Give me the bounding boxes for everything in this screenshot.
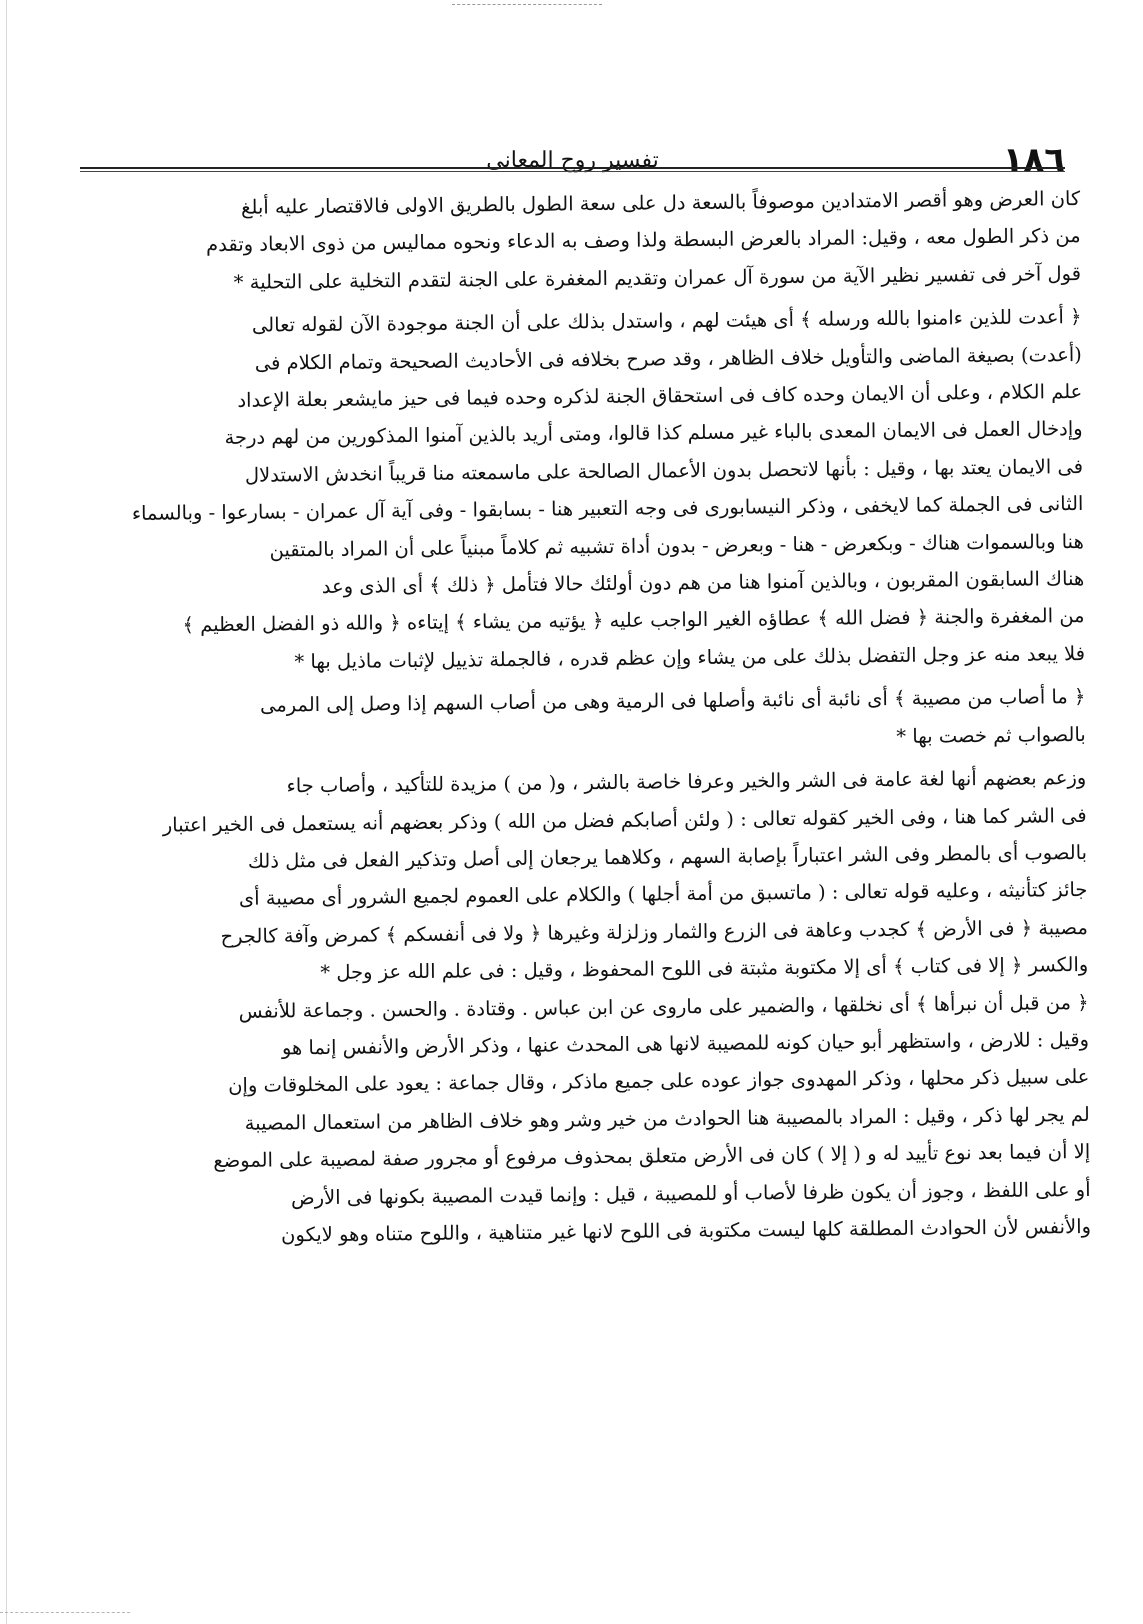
text-line: والكسر ﴿ إلا فى كتاب ﴾ أى إلا مكتوبة مثبتة فى اللوح المحفوظ ، وقيل : فى علم الله عز وجل * bbox=[320, 953, 1089, 985]
text-line: وزعم بعضهم أنها لغة عامة فى الشر والخير وعرفا خاصة بالشر ، و( من ) مزيدة للتأكيد ، وأصاب جاء bbox=[286, 766, 1087, 798]
text-line: والأنفس لأن الحوادث المطلقة كلها ليست مكتوبة فى اللوح لانها غير متناهية ، واللوح متناه وهو لايكون bbox=[280, 1214, 1092, 1247]
text-line: فى الايمان يعتد بها ، وقيل : بأنها لاتحصل بدون الأعمال الصالحة على ماسمعته منا قريباً انخدش الاستدلال bbox=[244, 454, 1084, 487]
text-line: إلا أن فيما بعد نوع تأييد له و ( إلا ) كان فى الأرض متعلق بمحذوف مرفوع أو مجرور صفة لمصيبة على الموضع bbox=[213, 1140, 1091, 1173]
text-line: بالصوب أى بالمطر وفى الشر اعتباراً بإصابة السهم ، وكلاهما يرجعان إلى أصل وتذكير الفعل فى مثل ذلك bbox=[247, 840, 1088, 873]
header-rule-secondary bbox=[80, 171, 1065, 172]
text-line: وقيل : للارض ، واستظهر أبو حيان كونه للمصيبة لانها هى المحدث عنها ، وذكر الأرض والأنفس إنما هو bbox=[281, 1027, 1090, 1060]
text-line: فى الشر كما هنا ، وفى الخير كقوله تعالى : ( ولئن أصابكم فضل من الله ) وذكر بعضهم أنه يستعمل فى الخير اعتبار bbox=[162, 803, 1087, 837]
text-line: لم يجر لها ذكر ، وقيل : المراد بالمصيبة هنا الحوادث من خير وشر وهو خلاف الظاهر من استعمال المصيبة bbox=[244, 1102, 1090, 1135]
text-line: مصيبة ﴿ فى الأرض ﴾ كجدب وعاهة فى الزرع والثمار وزلزلة وغيرها ﴿ ولا فى أنفسكم ﴾ كمرض وآفة كالجرح bbox=[220, 915, 1088, 948]
page-header bbox=[80, 140, 1065, 184]
text-line: بالصواب ثم خصت بها * bbox=[896, 722, 1086, 748]
top-scan-mark bbox=[452, 4, 602, 5]
text-line: ﴿ أعدت للذين ءامنوا بالله ورسله ﴾ أى هيئت لهم ، واستدل بذلك على أن الجنة موجودة الآن لقوله تعالى bbox=[251, 305, 1082, 337]
text-line: من ذكر الطول معه ، وقيل: المراد بالعرض البسطة ولذا وصف به الدعاء ونحوه مماليس من ذوى الابعاد وتقدم bbox=[205, 224, 1081, 257]
text-line: (أعدت) بصيغة الماضى والتأويل خلاف الظاهر ، وقد صرح بخلافه فى الأحاديث الصحيحة وتمام الكلام فى bbox=[254, 342, 1082, 375]
commentary-body bbox=[40, 180, 1091, 1256]
text-line: جائز كتأنيثه ، وعليه قوله تعالى : ( ماتسبق من أمة أجلها ) والكلام على العموم لجميع الشرور أى مصيبة أى bbox=[238, 878, 1088, 911]
text-line: هنا وبالسموات هناك - وبكعرض - هنا - وبعرض - بدون أداة تشبيه ثم كلاماً مبنياً على أن المراد بالمتقين bbox=[269, 529, 1084, 562]
running-title: تفسير روح المعانى bbox=[486, 148, 659, 173]
text-line: قول آخر فى تفسير نظير الآية من سورة آل عمران وتقديم المغفرة على الجنة لتقدم التخلية على التحلية * bbox=[233, 261, 1082, 294]
text-line: أو على اللفظ ، وجوز أن يكون ظرفا لأصاب أو للمصيبة ، قيل : وإنما قيدت المصيبة بكونها فى الأرض bbox=[290, 1177, 1091, 1209]
bottom-scan-mark bbox=[0, 1612, 130, 1613]
text-line: الثانى فى الجملة كما لايخفى ، وذكر النيسابورى فى وجه التعبير هنا - بسابقوا - وفى آية آل عمران - بسارعوا - وبالسماء bbox=[131, 492, 1084, 526]
text-line: على سبيل ذكر محلها ، وذكر المهدوى جواز عوده على جميع ماذكر ، وقال جماعة : يعود على المخلوقات وإن bbox=[228, 1065, 1090, 1098]
text-line: ﴿ من قبل أن نبرأها ﴾ أى نخلقها ، والضمير على ماروى عن ابن عباس . وقتادة . والحسن . وجماعة للأنفس bbox=[238, 990, 1089, 1023]
text-line: من المغفرة والجنة ﴿ فضل الله ﴾ عطاؤه الغير الواجب عليه ﴿ يؤتيه من يشاء ﴾ إيتاءه ﴿ والله ذو الفضل العظيم ﴾ bbox=[182, 604, 1085, 637]
text-line: كان العرض وهو أقصر الامتدادين موصوفاً بالسعة دل على سعة الطول بالطريق الاولى فالاقتصار عليه أبلغ bbox=[240, 186, 1081, 219]
text-line: علم الكلام ، وعلى أن الايمان وحده كاف فى استحقاق الجنة لذكره وحده فيما فى حيز مايشعر بعلة الإعداد bbox=[237, 380, 1083, 412]
text-line: فلا يبعد منه عز وجل التفضل بذلك على من يشاء وإن عظم قدره ، فالجملة تذييل لإثبات ماذيل بها * bbox=[294, 641, 1086, 674]
text-line: ﴿ ما أصاب من مصيبة ﴾ أى نائبة أى نائبة وأصلها فى الرمية وهى من أصاب السهم إذا وصل إلى المرمى bbox=[259, 685, 1086, 717]
text-line: هناك السابقون المقربون ، وبالذين آمنوا هنا من هم دون أولئك حالا فتأمل ﴿ ذلك ﴾ أى الذى وعد bbox=[321, 567, 1085, 599]
text-line: وإدخال العمل فى الايمان المعدى بالباء غير مسلم كذا قالوا، ومتى أريد بالذين آمنوا المذكورين من لهم درجة bbox=[224, 417, 1083, 450]
header-rule bbox=[80, 167, 1065, 169]
page-edge-shadow bbox=[6, 0, 7, 1624]
page-number: ١٨٦ bbox=[1002, 140, 1065, 180]
